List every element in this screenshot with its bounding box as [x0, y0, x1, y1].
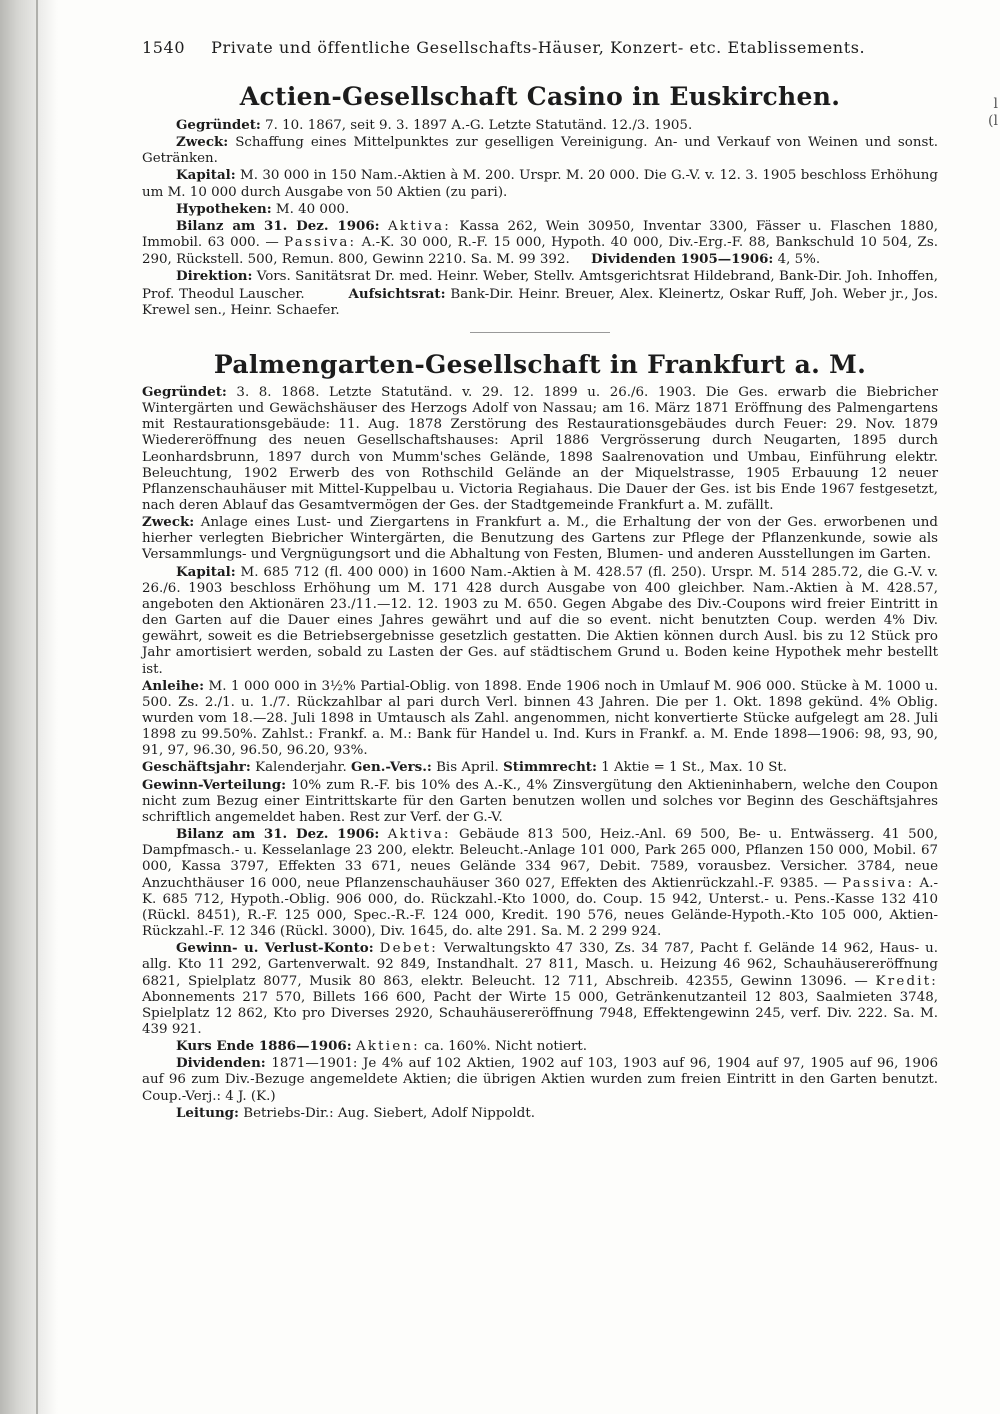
- pg-leitung: [142, 1105, 938, 1122]
- book-binding-shadow: [0, 0, 58, 1414]
- text: 3. 8. 1868. Letzte Statutänd. v. 29. 12. 1899 u. 26./6. 1903. Die Ges. erwarb die Biebricher Wintergärten und Gewächshäuser des Herzogs Adolf von Nassau; am 16. März 1871 Eröffnung des Palmengartens mit Restaurationsgebäude: 11. Aug. 1878 Zerstörung des Restaurationsgebäudes durch Feuer: 29. Nov. 1879 Wiedereröffnung des neuen Gesellschaftshauses: April 1886 Vergrösserung durch Neugarten, 1895 durch Leonhardsbrunn, 1897 durch von Mumm'sches Gelände, 1898 Saalrenovation und Umbau, Einführung elektr. Beleuchtung, 1902 Erwerb des von Rothschild Gelände an der Miquelstrasse, 1905 Erbauung 12 neuer Pflanzenschauhäuser mit Mittel-Kuppelbau u. Victoria Regiahaus. Die Dauer der Ges. ist bis Ende 1967 festgesetzt, nach deren Ablauf das Gesamtvermögen der Ges. der Stadtgemeinde Frankfurt a. M. zufällt.: [142, 384, 938, 513]
- label: Zweck:: [142, 514, 195, 531]
- text: 4, 5%.: [773, 252, 821, 268]
- text: Vors. Sanitätsrat Dr. med. Heinr. Weber, Stellv. Amtsgerichtsrat Hildebrand, Bank-Dir. Joh. Inhoffen, Prof. Theodul Lauscher.: [142, 269, 938, 302]
- label: Zweck:: [176, 134, 229, 151]
- label: Geschäftsjahr:: [142, 759, 251, 776]
- pg-anleihe: [142, 678, 938, 760]
- label: Kapital:: [176, 167, 236, 184]
- label: Bilanz am 31. Dez. 1906:: [176, 217, 380, 234]
- running-title: Private und öffentliche Gesellschafts-Häuser, Konzert- etc. Etablissements.: [211, 38, 866, 57]
- label: Gegründet:: [176, 117, 261, 133]
- label: Gewinn- u. Verlust-Konto:: [176, 940, 374, 957]
- palmengarten-title: Palmengarten-Gesellschaft in Frankfurt a. M.: [213, 349, 867, 379]
- text: Gebäude 813 500, Heiz.-Anl. 69 500, Be- u. Entwässerg. 41 500, Dampfmasch.- u. Kesselanlage 23 200, elektr. Beleucht.-Anlage 101 000, Park 265 000, Pflanzen 150 000, Mobil. 67 000, Kassa 3797, Effekten 33 671, neues Gelände 334 967, Debit. 7589, vorausbez. Versicher. 3784, neue Anzuchthäuser 16 000, neue Pflanzenschauhäuser 360 027, Effekten des Aktienrückzahl.-F. 9385. —: [142, 827, 938, 891]
- pg-gegruendet: [142, 384, 938, 514]
- text: M. 30 000 in 150 Nam.-Aktien à M. 200. Urspr. M. 20 000. Die G.-V. v. 12. 3. 1905 beschloss Erhöhung um M. 10 000 durch Ausgabe von 50 Aktien (zu pari).: [142, 168, 938, 200]
- text: Schaffung eines Mittelpunktes zur geselligen Vereinigung. An- und Verkauf von Weinen und sonst. Getränken.: [142, 135, 938, 167]
- label: Dividenden 1905—1906:: [591, 251, 774, 268]
- palmengarten-section: [142, 350, 938, 1122]
- text: Verwaltungskto 47 330, Zs. 34 787, Pacht f. Gelände 14 962, Haus- u. allg. Kto 11 292, Gartenverwalt. 92 849, Instandhalt. 27 811, Masch. u. Heizung 46 962, Schauhäusereröffnung 6821, Spielplatz 8077, Musik 80 863, elektr. Beleucht. 12 711, Abschreib. 42355, Gewinn 13096. —: [142, 941, 938, 989]
- text: 7. 10. 1867, seit 9. 3. 1897 A.-G. Letzte Statutänd. 12./3. 1905.: [260, 118, 693, 133]
- aktien-word: Aktien:: [355, 1039, 420, 1055]
- text: 1871—1901: Je 4% auf 102 Aktien, 1902 auf 103, 1903 auf 96, 1904 auf 97, 1905 auf 96, 1906 auf 96 zum Div.-Bezuge angemeldete Aktien; die übrigen Aktien wurden zum freien Eintritt in den Garten benutzt. Coup.-Verj.: 4 J. (K.): [142, 1056, 938, 1104]
- pg-kurs: [142, 1038, 938, 1055]
- label: Hypotheken:: [176, 200, 272, 217]
- pg-bilanz: [142, 826, 938, 940]
- label: Leitung:: [176, 1104, 239, 1121]
- text: Anlage eines Lust- und Ziergartens in Frankfurt a. M., die Erhaltung der von der Ges. erworbenen und hierher verlegten Biebricher Wintergärten, die Benutzung des Gartens zur Pflege der Pflanzenkunde, sowie als Versammlungs- und Vergnügungsort und die Abhaltung von Festen, Blumen- und anderen Ausstellungen im Garten.: [142, 515, 938, 563]
- text: Abonnements 217 570, Billets 166 600, Pacht der Wirte 15 000, Getränkenutzanteil 12 803, Saalmieten 3748, Spielplatz 12 862, Kto pro Diverses 2920, Schauhäusereröffnung 7948, Effektengewinn 245, verf. Div. 222. Sa. M. 439 921.: [142, 989, 938, 1037]
- text: ca. 160%. Nicht notiert.: [419, 1039, 588, 1055]
- kredit-word: Kredit:: [875, 973, 938, 989]
- document-page: [142, 38, 938, 1122]
- section-divider: [470, 332, 610, 333]
- passiva-word: Passiva:: [842, 875, 915, 891]
- label: Aufsichtsrat:: [348, 285, 446, 302]
- label: Kapital:: [176, 563, 236, 580]
- pg-geschaeftsjahr: [142, 759, 938, 776]
- page-number: 1540: [142, 38, 186, 57]
- pg-dividenden: [142, 1055, 938, 1104]
- label: Anleihe:: [142, 677, 205, 694]
- label: Kurs Ende 1886—1906:: [176, 1038, 352, 1055]
- casino-section: [142, 82, 938, 319]
- casino-hypotheken: [142, 201, 938, 218]
- running-header: [142, 38, 938, 58]
- aktiva-word: Aktiva:: [388, 218, 451, 234]
- casino-kapital: [142, 167, 938, 200]
- casino-title: Actien-Gesellschaft Casino in Euskirchen.: [239, 82, 841, 111]
- casino-gegruendet: [142, 117, 938, 134]
- text: Betriebs-Dir.: Aug. Siebert, Adolf Nippoldt.: [238, 1105, 535, 1121]
- text: Kassa 262, Wein 30950, Inventar 3300, Fässer u. Flaschen 1880, Immobil. 63 000. —: [142, 218, 938, 251]
- pg-gewinn-verlust: [142, 940, 938, 1038]
- book-gutter-line: [36, 0, 38, 1414]
- text: A.-K. 685 712, Hypoth.-Oblig. 906 000, do. Rückzahl.-Kto 1000, do. Coup. 15 942, Unterst.- u. Pens.-Kasse 132 410 (Rückl. 8451), R.-F. 125 000, Spec.-R.-F. 124 000, Kredit. 190 576, neues Gelände-Hypoth.-Kto 105 000, Aktien-Rückzahl.-F. 12 346 (Rückl. 3000), Div. 1645, do. alte 291. Sa. M. 2 299 924.: [142, 875, 938, 940]
- text: Kalenderjahr.: [250, 760, 351, 776]
- label: Gegründet:: [142, 383, 227, 400]
- text: M. 685 712 (fl. 400 000) in 1600 Nam.-Aktien à M. 428.57 (fl. 250). Urspr. M. 514 285.72, die G.-V. v. 26./6. 1903 beschloss Erhöhung um M. 171 428 durch Ausgabe von 400 gleichber. Nam.-Aktien à M. 428.57, angeboten den Aktionären 23./11.—12. 12. 1903 zu M. 650. Gegen Abgabe des Div.-Coupons wird freier Eintritt in den Garten auf die Dauer eines Jahres gewährt und auf die so event. nicht benutzten Coup. werden 4% Div. gewährt, soweit es die Betriebsergebnisse gesetzlich gestatten. Die Aktien können durch Ausl. bis zu 12 Stück pro Jahr amortisiert werden, sobald zu Lasten der Ges. auf städtischem Grund u. Boden keine Hypothek mehr bestellt ist.: [142, 564, 938, 677]
- aktiva-word: Aktiva:: [387, 827, 451, 843]
- text: M. 1 000 000 in 3½% Partial-Oblig. von 1898. Ende 1906 noch in Umlauf M. 906 000. Stücke à M. 1000 u. 500. Zs. 2./1. u. 1./7. Rückzahlbar al pari durch Verl. binnen 43 Jahren. Die per 1. Okt. 1898 gekünd. 4% Oblig. wurden vom 18.—28. Juli 1898 in Umtausch als Zahl. angenommen, nicht konvertierte Stücke aufgelegt am 28. Juli 1898 zu 99.50%. Zahlst.: Frankf. a. M.: Bank für Handel u. Ind. Kurs in Frankf. a. M. Ende 1898—1906: 98, 93, 90, 91, 97, 96.30, 96.50, 96.20, 93%.: [142, 678, 938, 759]
- label: Dividenden:: [176, 1055, 266, 1072]
- passiva-word: Passiva:: [284, 235, 357, 251]
- pg-kapital: [142, 564, 938, 678]
- casino-zweck: [142, 134, 938, 167]
- casino-direktion: [142, 268, 938, 318]
- text: A.-K. 30 000, R.-F. 15 000, Hypoth. 40 000, Div.-Erg.-F. 88, Bankschuld 10 504, Zs. 290, Rückstell. 500, Remun. 800, Gewinn 2210. Sa. M. 99 392.: [142, 235, 938, 268]
- text: M. 40 000.: [271, 201, 350, 217]
- label: Bilanz am 31. Dez. 1906:: [176, 826, 380, 843]
- pg-zweck: [142, 514, 938, 563]
- text: Bank-Dir. Heinr. Breuer, Alex. Kleinertz, Oskar Ruff, Joh. Weber jr., Jos. Krewel sen., Heinr. Schaefer.: [142, 286, 938, 318]
- pg-gewinnverteilung: [142, 777, 938, 826]
- text: Bis April.: [431, 760, 504, 776]
- label: Gewinn-Verteilung:: [142, 776, 287, 793]
- label: Direktion:: [176, 268, 253, 285]
- casino-bilanz: [142, 218, 938, 268]
- right-margin-marks: l(l: [988, 96, 998, 129]
- debet-word: Debet:: [379, 941, 438, 957]
- label: Gen.-Vers.:: [351, 759, 432, 776]
- text: 1 Aktie = 1 St., Max. 10 St.: [596, 760, 788, 776]
- label: Stimmrecht:: [503, 759, 597, 776]
- text: 10% zum R.-F. bis 10% des A.-K., 4% Zinsvergütung den Aktieninhabern, welche den Coupon nicht zum Bezug einer Eintrittskarte für den Garten benutzen wollen und solches vor Beginn des Geschäftsjahres schriftlich angemeldet haben. Rest zur Verf. der G.-V.: [142, 777, 938, 825]
